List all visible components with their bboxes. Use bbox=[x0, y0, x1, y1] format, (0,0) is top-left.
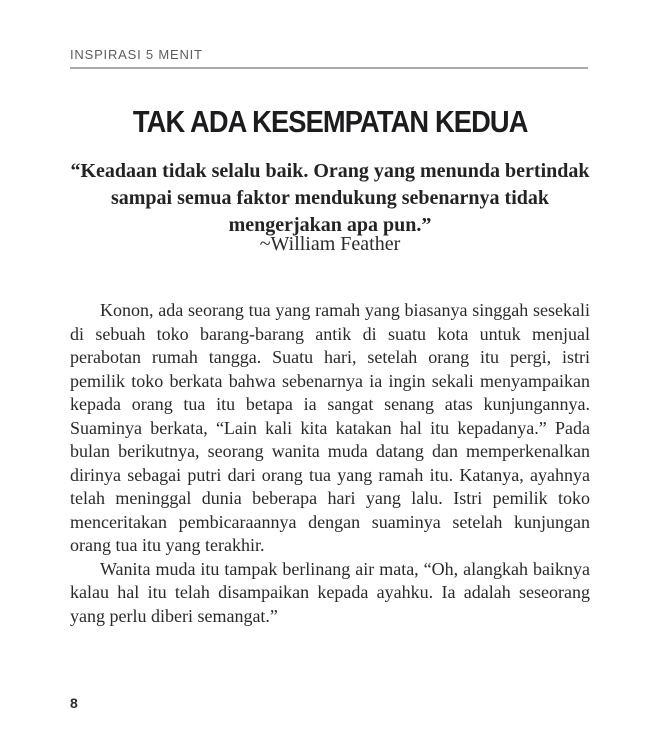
body-text bbox=[70, 299, 590, 628]
epigraph-quote: “Keadaan tidak selalu baik. Orang yang menunda bertindak sampai semua faktor mendukung sebenarnya tidak mengerjakan apa pun.” bbox=[70, 160, 590, 236]
chapter-title-wrap bbox=[0, 104, 661, 140]
epigraph-attribution: ~William Feather bbox=[259, 233, 401, 255]
running-header: INSPIRASI 5 MENIT bbox=[70, 47, 203, 62]
chapter-title: TAK ADA KESEMPATAN KEDUA bbox=[133, 104, 528, 139]
paragraph: Wanita muda itu tampak berlinang air mata, “Oh, alangkah baiknya kalau hal itu telah disampaikan kepada ayahku. Ia adalah seseorang yang perlu diberi semangat.” bbox=[70, 558, 590, 626]
header-rule-divider bbox=[70, 67, 588, 69]
paragraph: Konon, ada seorang tua yang ramah yang biasanya singgah sesekali di sebuah toko barang-barang antik di suatu kota untuk menjual perabotan rumah tangga. Suatu hari, setelah orang itu pergi, istri pemilik toko berkata bahwa sebenarnya ia ingin sekali menyampaikan kepada orang tua itu betapa ia sangat senang atas kunjungannya. Suaminya berkata, “Lain kali kita katakan hal itu kepadanya.” Pada bulan berikutnya, seorang wanita muda datang dan memperkenalkan dirinya sebagai putri dari orang tua yang ramah itu. Katanya, ayahnya telah meninggal dunia beberapa hari yang lalu. Istri pemilik toko menceritakan pembicaraannya dengan suaminya setelah kunjungan orang tua itu yang terakhir. bbox=[70, 300, 590, 555]
page-number: 8 bbox=[70, 695, 78, 711]
